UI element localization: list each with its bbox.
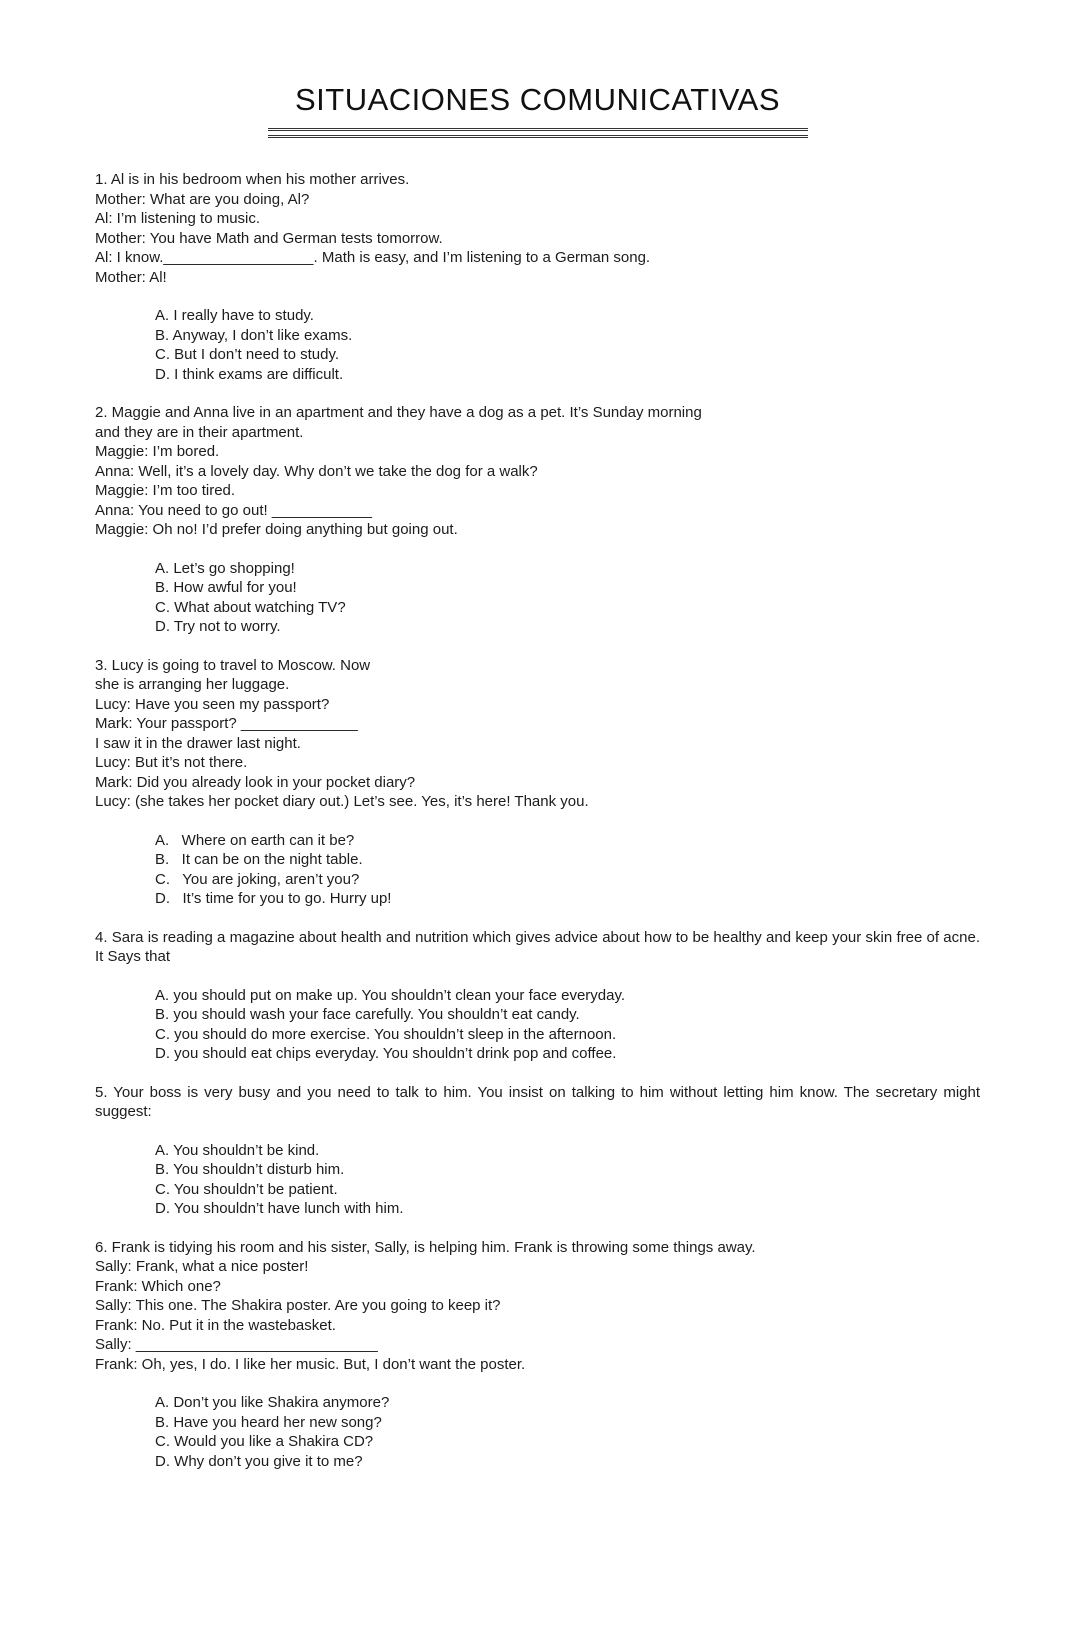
question-line: 1. Al is in his bedroom when his mother arrives. xyxy=(95,171,410,188)
questions-container xyxy=(95,170,980,1471)
question-block xyxy=(95,170,980,384)
question-intro xyxy=(95,1238,980,1375)
option-item: B. Have you heard her new song? xyxy=(155,1413,382,1431)
page-title: SITUACIONES COMUNICATIVAS xyxy=(294,82,780,117)
question-block xyxy=(95,928,980,1064)
question-intro xyxy=(95,656,980,812)
question-line: Al: I’m listening to music. xyxy=(95,210,261,227)
question-line: 6. Frank is tidying his room and his sister, Sally, is helping him. Frank is throwing some things away. xyxy=(95,1238,756,1256)
option-item: C. Would you like a Shakira CD? xyxy=(155,1433,374,1450)
option-item: C. you should do more exercise. You shouldn’t sleep in the afternoon. xyxy=(155,1025,617,1043)
option-item: B. Anyway, I don’t like exams. xyxy=(155,326,353,344)
option-item: A. you should put on make up. You shouldn’t clean your face everyday. xyxy=(155,986,626,1004)
option-item: D. you should eat chips everyday. You shouldn’t drink pop and coffee. xyxy=(155,1045,617,1062)
question-line: Maggie: I’m bored. xyxy=(95,443,220,460)
question-line: 4. Sara is reading a magazine about health and nutrition which gives advice about how to be healthy and keep your skin free of acne. It Says that xyxy=(95,928,980,965)
options-list xyxy=(155,831,980,909)
title-divider xyxy=(268,128,808,138)
question-intro xyxy=(95,170,980,287)
question-intro xyxy=(95,403,980,540)
options-list xyxy=(155,559,980,637)
question-block xyxy=(95,656,980,909)
question-line: I saw it in the drawer last night. xyxy=(95,734,301,752)
option-item: C. But I don’t need to study. xyxy=(155,346,339,363)
option-item: A. I really have to study. xyxy=(155,307,314,324)
options-list xyxy=(155,1141,980,1219)
question-line: Mother: Al! xyxy=(95,268,167,286)
option-item: A. You shouldn’t be kind. xyxy=(155,1141,320,1159)
option-item: C. You shouldn’t be patient. xyxy=(155,1180,338,1198)
option-item: B. You shouldn’t disturb him. xyxy=(155,1161,345,1178)
question-line: 3. Lucy is going to travel to Moscow. Now xyxy=(95,656,371,674)
question-line: Sally: Frank, what a nice poster! xyxy=(95,1258,309,1275)
option-item: A. Let’s go shopping! xyxy=(155,559,295,577)
option-item: B. It can be on the night table. xyxy=(155,851,363,868)
question-line: Maggie: I’m too tired. xyxy=(95,482,236,499)
option-item: A. Don’t you like Shakira anymore? xyxy=(155,1394,390,1411)
option-item: A. Where on earth can it be? xyxy=(155,831,355,849)
question-line: 2. Maggie and Anna live in an apartment and they have a dog as a pet. It’s Sunday morning xyxy=(95,404,702,421)
question-line: and they are in their apartment. xyxy=(95,423,304,441)
option-item: D. Why don’t you give it to me? xyxy=(155,1452,363,1470)
option-item: D. It’s time for you to go. Hurry up! xyxy=(155,890,392,907)
question-intro xyxy=(95,928,980,967)
option-item: B. you should wash your face carefully. You shouldn’t eat candy. xyxy=(155,1006,580,1023)
question-block xyxy=(95,1083,980,1219)
question-line: Mother: What are you doing, Al? xyxy=(95,190,310,208)
question-line: Mark: Your passport? ______________ xyxy=(95,715,358,732)
question-line: Anna: Well, it’s a lovely day. Why don’t we take the dog for a walk? xyxy=(95,462,538,480)
question-line: Maggie: Oh no! I’d prefer doing anything but going out. xyxy=(95,521,458,538)
question-line: Sally: This one. The Shakira poster. Are you going to keep it? xyxy=(95,1297,501,1314)
option-item: C. You are joking, aren’t you? xyxy=(155,870,360,888)
question-line: 5. Your boss is very busy and you need to talk to him. You insist on talking to him without letting him know. The secretary might suggest: xyxy=(95,1083,980,1120)
question-line: Lucy: Have you seen my passport? xyxy=(95,695,330,713)
options-list xyxy=(155,986,980,1064)
question-line: Lucy: But it’s not there. xyxy=(95,754,248,771)
question-block xyxy=(95,1238,980,1472)
question-line: Mark: Did you already look in your pocket diary? xyxy=(95,773,416,791)
question-line: Sally: _____________________________ xyxy=(95,1336,378,1353)
question-intro xyxy=(95,1083,980,1122)
options-list xyxy=(155,1393,980,1471)
question-line: Mother: You have Math and German tests tomorrow. xyxy=(95,229,443,247)
option-item: D. You shouldn’t have lunch with him. xyxy=(155,1200,404,1217)
option-item: C. What about watching TV? xyxy=(155,598,346,616)
option-item: D. I think exams are difficult. xyxy=(155,365,344,383)
question-line: Frank: Oh, yes, I do. I like her music. But, I don’t want the poster. xyxy=(95,1355,526,1373)
question-line: Anna: You need to go out! ____________ xyxy=(95,501,372,519)
question-block xyxy=(95,403,980,637)
option-item: B. How awful for you! xyxy=(155,579,297,596)
options-list xyxy=(155,306,980,384)
question-line: Lucy: (she takes her pocket diary out.) Let’s see. Yes, it’s here! Thank you. xyxy=(95,793,589,810)
question-line: Al: I know.__________________. Math is easy, and I’m listening to a German song. xyxy=(95,249,651,266)
option-item: D. Try not to worry. xyxy=(155,618,281,635)
question-line: Frank: No. Put it in the wastebasket. xyxy=(95,1316,336,1334)
question-line: she is arranging her luggage. xyxy=(95,676,290,693)
question-line: Frank: Which one? xyxy=(95,1277,221,1295)
